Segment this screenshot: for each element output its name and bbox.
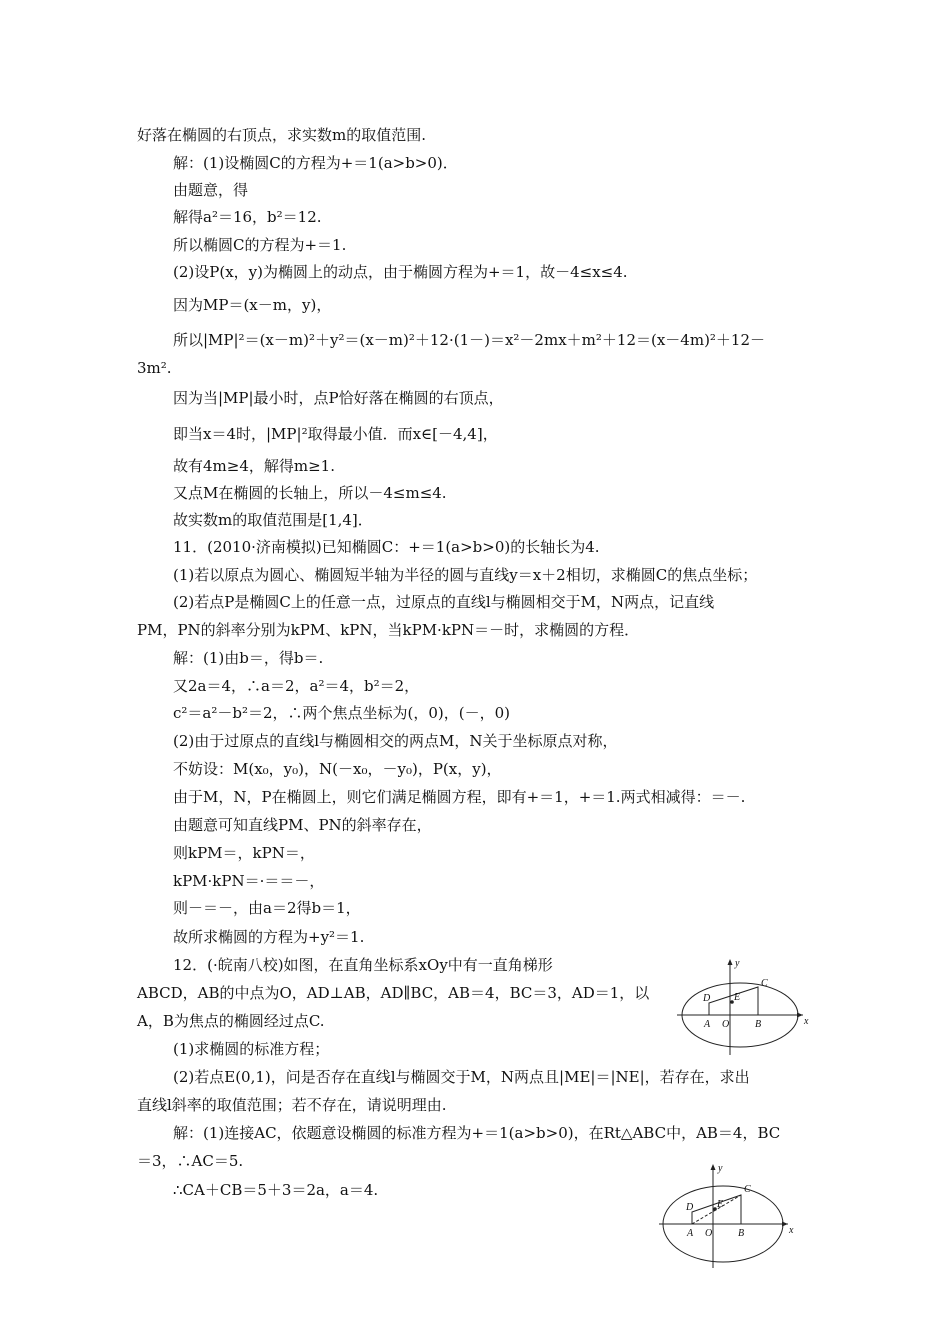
point-label-a: A — [704, 1019, 711, 1030]
point-label-d: D — [703, 993, 711, 1004]
point-label-d: D — [686, 1202, 694, 1213]
text-line: 解：(1)由b＝，得b＝. — [173, 649, 324, 667]
point-label-o: O — [705, 1228, 713, 1239]
text-line: (1)若以原点为圆心、椭圆短半轴为半径的圆与直线y＝x＋2相切，求椭圆C的焦点坐标； — [173, 566, 758, 584]
text-line: 又2a＝4，∴a＝2，a²＝4，b²＝2， — [173, 677, 420, 695]
text-line: (2)由于过原点的直线l与椭圆相交的两点M，N关于坐标原点对称， — [173, 732, 618, 750]
text-line: 解：(1)连接AC，依题意设椭圆的标准方程为+＝1(a>b>0)，在Rt△ABC中，AB＝4，BC — [173, 1124, 781, 1142]
text-line: PM，PN的斜率分别为kPM、kPN，当kPM·kPN＝－时，求椭圆的方程． — [137, 621, 640, 639]
point-label-c: C — [744, 1184, 751, 1195]
text-line: 即当x＝4时，|MP|²取得最小值．而x∈[－4,4]， — [173, 425, 498, 443]
text-line: 则kPM＝，kPN＝， — [173, 844, 315, 862]
text-line: 直线l斜率的取值范围；若不存在，请说明理由. — [137, 1096, 447, 1114]
text-line: 由于M，N，P在椭圆上，则它们满足椭圆方程，即有+＝1，+＝1.两式相减得：＝－. — [173, 788, 746, 806]
axis-label-y: y — [718, 1163, 723, 1174]
point-label-b: B — [738, 1228, 745, 1239]
text-line: 所以椭圆C的方程为+＝1. — [173, 236, 347, 254]
text-line: A，B为焦点的椭圆经过点C. — [137, 1012, 325, 1030]
text-line: ABCD，AB的中点为O，AD⊥AB，AD∥BC，AB＝4，BC＝3，AD＝1，以 — [137, 984, 650, 1002]
text-line: (2)若点E(0,1)，问是否存在直线l与椭圆交于M，N两点且|ME|＝|NE|，若存在，求出 — [173, 1068, 750, 1086]
text-line: kPM·kPN＝·＝＝－， — [173, 872, 325, 890]
text-line: 由题意，得 — [173, 181, 249, 199]
text-line: ＝3，∴AC＝5. — [137, 1152, 244, 1170]
text-line: 又点M在椭圆的长轴上，所以－4≤m≤4. — [173, 484, 447, 502]
text-line: (1)求椭圆的标准方程； — [173, 1040, 330, 1058]
point-label-a: A — [687, 1228, 694, 1239]
point-label-e: E — [734, 992, 741, 1003]
text-line: 解：(1)设椭圆C的方程为+＝1(a>b>0)． — [173, 154, 458, 172]
text-line: 解得a²＝16，b²＝12. — [173, 208, 322, 226]
text-line: 故所求椭圆的方程为+y²＝1. — [173, 928, 365, 946]
text-line: 11．(2010·济南模拟)已知椭圆C：+＝1(a>b>0)的长轴长为4. — [173, 538, 600, 556]
text-line: 所以|MP|²＝(x－m)²＋y²＝(x－m)²＋12·(1－)＝x²－2mx＋m²＋12＝(x－4m)²＋12－ — [173, 331, 766, 349]
text-line: 好落在椭圆的右顶点，求实数m的取值范围. — [137, 126, 426, 144]
text-line: 因为当|MP|最小时，点P恰好落在椭圆的右顶点， — [173, 389, 504, 407]
text-line: 3m². — [137, 359, 172, 377]
point-label-o: O — [722, 1019, 730, 1030]
text-line: (2)若点P是椭圆C上的任意一点，过原点的直线l与椭圆相交于M，N两点，记直线 — [173, 593, 715, 611]
text-line: (2)设P(x，y)为椭圆上的动点，由于椭圆方程为+＝1，故－4≤x≤4. — [173, 263, 628, 281]
point-label-e: E — [717, 1199, 724, 1210]
axis-label-x: x — [804, 1016, 809, 1027]
axis-label-x: x — [789, 1225, 794, 1236]
text-line: 因为MP＝(x－m，y)， — [173, 296, 332, 314]
point-label-b: B — [755, 1019, 762, 1030]
text-line: 由题意可知直线PM、PN的斜率存在， — [173, 816, 432, 834]
ellipse-trapezoid-ac-figure — [655, 1160, 800, 1270]
text-line: 不妨设：M(x₀，y₀)，N(－x₀，－y₀)，P(x，y)， — [173, 760, 502, 778]
ellipse-trapezoid-figure — [675, 955, 815, 1060]
text-line: 12．(·皖南八校)如图，在直角坐标系xOy中有一直角梯形 — [173, 956, 553, 974]
axis-label-y: y — [735, 958, 740, 969]
text-line: 故有4m≥4，解得m≥1. — [173, 457, 335, 475]
point-label-c: C — [761, 978, 768, 989]
text-line: c²＝a²－b²＝2，∴两个焦点坐标为(，0)，(－，0) — [173, 704, 511, 722]
text-line: ∴CA＋CB＝5＋3＝2a，a＝4. — [173, 1181, 379, 1199]
text-line: 则－＝－，由a＝2得b＝1， — [173, 899, 361, 917]
text-line: 故实数m的取值范围是[1,4]． — [173, 511, 373, 529]
